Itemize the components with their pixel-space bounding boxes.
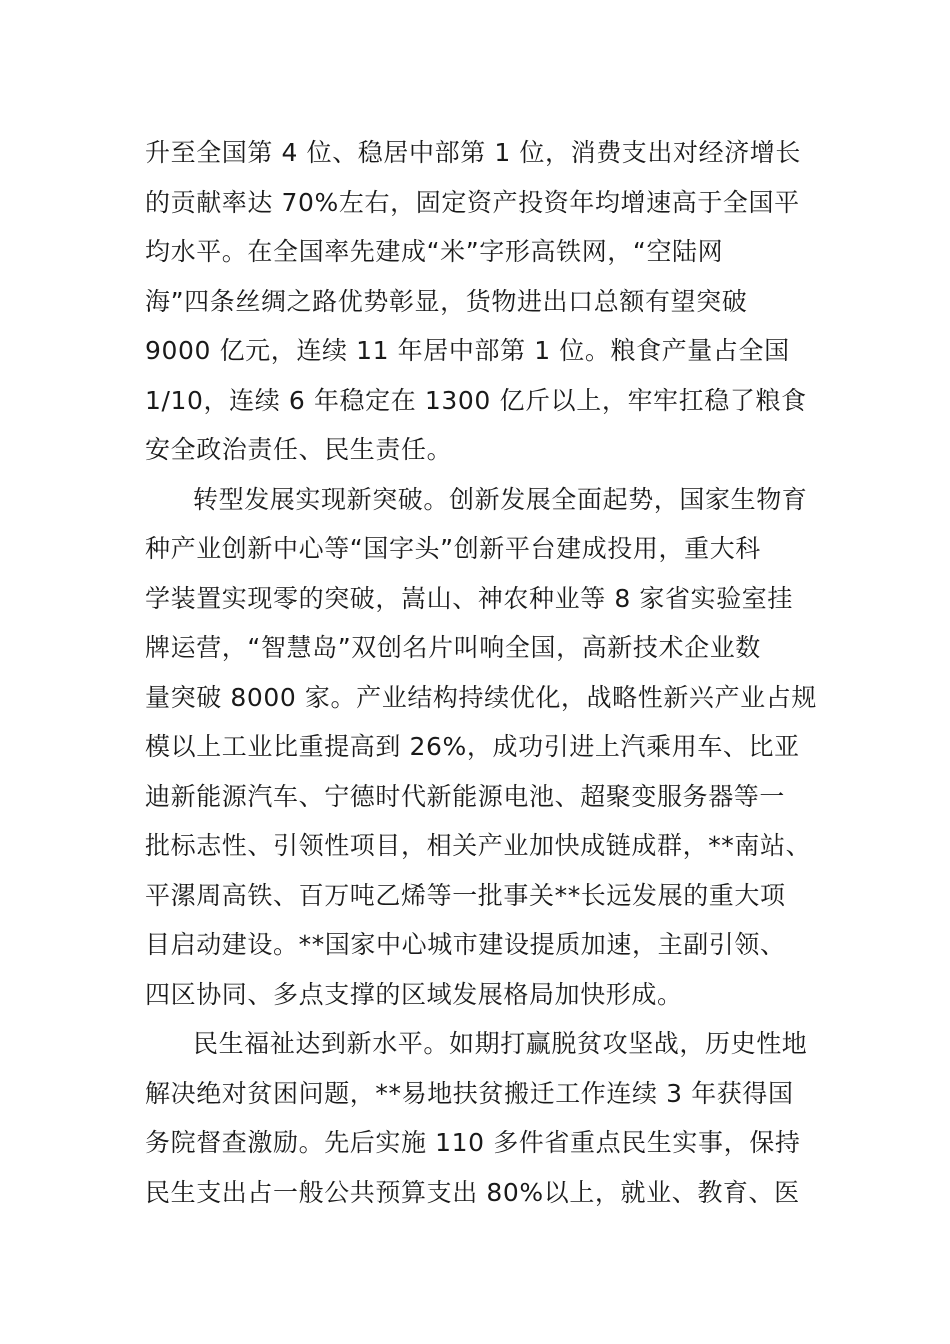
paragraph-line: 平漯周高铁、百万吨乙烯等一批事关**长远发展的重大项 (145, 880, 786, 910)
paragraph-line: 目启动建设。**国家中心城市建设提质加速，主副引领、 (145, 930, 786, 959)
paragraph-line: 批标志性、引领性项目，相关产业加快成链成群，**南站、 (145, 831, 812, 860)
paragraph-line: 安全政治责任、民生责任。 (145, 435, 453, 464)
paragraph-line: 民生福祉达到新水平。如期打赢脱贫攻坚战，历史性地 (193, 1029, 808, 1058)
paragraph-line: 转型发展实现新突破。创新发展全面起势，国家生物育 (193, 484, 808, 514)
paragraph-line: 迪新能源汽车、宁德时代新能源电池、超聚变服务器等一 (145, 781, 786, 811)
paragraph-line: 升至全国第 4 位、稳居中部第 1 位，消费支出对经济增长 (145, 138, 802, 167)
paragraph-line: 9000 亿元，连续 11 年居中部第 1 位。粮食产量占全国 (145, 336, 790, 365)
paragraph-line: 种产业创新中心等“国字头”创新平台建成投用，重大科 (145, 534, 761, 563)
paragraph-2 (145, 475, 825, 1020)
paragraph-line: 民生支出占一般公共预算支出 80%以上，就业、教育、医 (145, 1177, 800, 1207)
paragraph-3 (145, 1019, 825, 1217)
paragraph-line: 海”四条丝绸之路优势彰显，货物进出口总额有望突破 (145, 286, 748, 316)
paragraph-line: 解决绝对贫困问题，**易地扶贫搬迁工作连续 3 年获得国 (145, 1078, 794, 1108)
paragraph-line: 的贡献率达 70%左右，固定资产投资年均增速高于全国平 (145, 187, 800, 217)
paragraph-line: 1/10，连续 6 年稳定在 1300 亿斤以上，牢牢扛稳了粮食 (145, 385, 807, 415)
paragraph-line: 四区协同、多点支撑的区域发展格局加快形成。 (145, 979, 683, 1009)
document-body (145, 128, 825, 1217)
paragraph-line: 模以上工业比重提高到 26%，成功引进上汽乘用车、比亚 (145, 732, 800, 761)
paragraph-1 (145, 128, 825, 475)
paragraph-line: 学装置实现零的突破，嵩山、神农种业等 8 家省实验室挂 (145, 583, 794, 613)
paragraph-line: 务院督查激励。先后实施 110 多件省重点民生实事，保持 (145, 1128, 801, 1157)
paragraph-line: 量突破 8000 家。产业结构持续优化，战略性新兴产业占规 (145, 682, 817, 712)
paragraph-line: 牌运营，“智慧岛”双创名片叫响全国，高新技术企业数 (145, 633, 761, 662)
paragraph-line: 均水平。在全国率先建成“米”字形高铁网，“空陆网 (145, 237, 724, 266)
